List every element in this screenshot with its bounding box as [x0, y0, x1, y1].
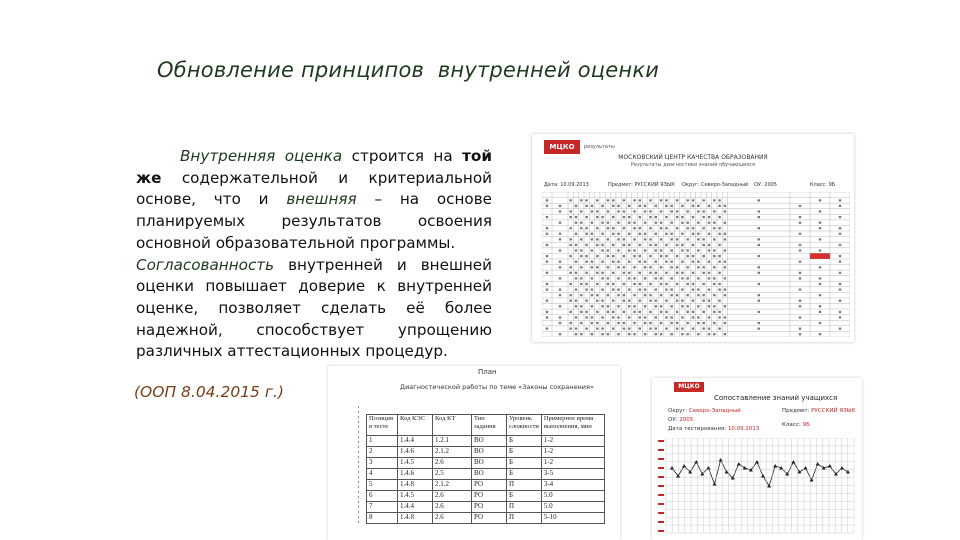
plan-table-cell: РО: [472, 480, 507, 491]
plan-table-cell: 6: [367, 491, 398, 502]
plan-table-cell: Б: [507, 491, 542, 502]
plan-table-cell: ВО: [472, 447, 507, 458]
plan-table-cell: 1-2: [541, 436, 604, 447]
plan-table-row: [367, 447, 605, 458]
consistency-term: Согласованность: [136, 255, 275, 274]
chart-subject: Предмет: РУССКИЙ ЯЗЫК: [782, 408, 856, 414]
chart-title: Сопоставление знаний учащихся: [714, 394, 838, 402]
plan-table-cell: ВО: [472, 458, 507, 469]
plan-table-row: [367, 513, 605, 524]
plan-table-row: [367, 458, 605, 469]
plan-col-header: Код КТ: [433, 415, 472, 436]
plan-table-cell: 2.5: [433, 469, 472, 480]
plan-table-cell: 1.4.4: [398, 436, 433, 447]
paragraph-line-8: оценке, позволяет сделать её более: [136, 298, 492, 317]
plan-table-cell: 1.4.6: [398, 447, 433, 458]
slide-title: Обновление принципов внутренней оценки: [157, 58, 660, 82]
plan-table-row: [367, 491, 605, 502]
plan-table-cell: РО: [472, 513, 507, 524]
plan-table-cell: 1-2: [541, 447, 604, 458]
plan-table-cell: 2.6: [433, 513, 472, 524]
plan-table-cell: Б: [507, 447, 542, 458]
internal-assessment-term: Внутренняя оценка: [180, 147, 343, 165]
plan-table-cell: 1: [367, 436, 398, 447]
external-assessment-term: внешняя: [286, 190, 357, 209]
plan-table-row: [367, 469, 605, 480]
paragraph-line-4: планируемых результатов освоения: [136, 212, 492, 231]
plan-table-cell: 5: [367, 480, 398, 491]
chart-class: Класс: 9Б: [782, 422, 810, 428]
paragraph-line-7: оценки повышает доверие к внутренней: [136, 277, 492, 296]
test-plan-image: [328, 366, 620, 540]
plan-table-cell: П: [507, 513, 542, 524]
plan-table-cell: 1.4.8: [398, 513, 433, 524]
chart-date: Дата тестирования: 10.09.2013: [668, 426, 760, 432]
plan-table-cell: 1-2: [541, 458, 604, 469]
paragraph-line-6: Согласованность внутренней и внешней: [136, 255, 492, 274]
slide-paragraph: [136, 146, 492, 363]
plan-col-header: Уровень сложности: [507, 415, 542, 436]
plan-table-cell: 4: [367, 469, 398, 480]
results-journal-image: [532, 134, 854, 342]
plan-table-cell: 1.4.8: [398, 480, 433, 491]
plan-table-cell: П: [507, 480, 542, 491]
plan-table-row: [367, 502, 605, 513]
journal-region: Округ: Северо-Западный: [682, 182, 749, 188]
chart-region: Округ: Северо-Западный: [668, 408, 741, 414]
plan-table-cell: Б: [507, 436, 542, 447]
citation: (ООП 8.04.2015 г.): [134, 383, 284, 401]
plan-table-cell: 2.6: [433, 458, 472, 469]
plan-table-cell: 1.4.5: [398, 491, 433, 502]
plan-table-cell: 2.1.2: [433, 447, 472, 458]
mcko-logo: МЦКО: [544, 140, 580, 154]
plan-table-cell: 2.1.2: [433, 480, 472, 491]
plan-table-cell: Б: [507, 458, 542, 469]
journal-subheader: Результаты диагностики знаний обучающихся: [630, 162, 756, 168]
plan-table: [366, 414, 605, 524]
logo-subtitle: результаты: [584, 144, 615, 150]
comparison-line-chart: [656, 438, 858, 538]
paragraph-line-10: различных аттестационных процедур.: [136, 342, 448, 361]
plan-subtitle: Диагностической работы по теме «Законы сохранения»: [400, 383, 594, 391]
plan-table-cell: 1.4.5: [398, 458, 433, 469]
plan-table-row: [367, 436, 605, 447]
plan-table-cell: 3: [367, 458, 398, 469]
plan-table-cell: 1.2.1: [433, 436, 472, 447]
plan-table-cell: 3-4: [541, 480, 604, 491]
journal-header: МОСКОВСКИЙ ЦЕНТР КАЧЕСТВА ОБРАЗОВАНИЯ: [618, 154, 768, 161]
plan-table-cell: 1.4.6: [398, 469, 433, 480]
paragraph-line-9: надежной, способствует упрощению: [136, 320, 492, 339]
plan-table-cell: 5.0: [541, 502, 604, 513]
plan-table-row: [367, 480, 605, 491]
paragraph-line-5: основной образовательной программы.: [136, 233, 456, 252]
paragraph-line-3: основе, что и внешняя – на основе: [136, 190, 492, 209]
plan-label: План: [478, 368, 497, 376]
plan-col-header: Код КЭС: [398, 415, 433, 436]
plan-table-cell: 2.6: [433, 502, 472, 513]
plan-table-cell: 7: [367, 502, 398, 513]
plan-table-cell: 8: [367, 513, 398, 524]
paragraph-line-2: же содержательной и критериальной: [136, 168, 492, 187]
plan-table-cell: 3-5: [541, 469, 604, 480]
plan-table-cell: ВО: [472, 469, 507, 480]
plan-table-cell: ВО: [472, 436, 507, 447]
plan-table-cell: 1.4.4: [398, 502, 433, 513]
chart-school: ОУ: 2005: [668, 417, 694, 423]
plan-table-cell: 5.0: [541, 491, 604, 502]
plan-table-cell: П: [507, 502, 542, 513]
comparison-chart-image: [652, 378, 862, 540]
paragraph-line-1: Внутренняя оценка строится на той: [180, 147, 492, 165]
plan-table-cell: 2: [367, 447, 398, 458]
plan-table-cell: Б: [507, 469, 542, 480]
plan-table-cell: 5-10: [541, 513, 604, 524]
journal-school: ОУ: 2005: [754, 182, 777, 188]
journal-grid: [542, 192, 850, 337]
plan-col-header: Позиция в тесте: [367, 415, 398, 436]
plan-table-cell: РО: [472, 491, 507, 502]
journal-subject: Предмет: РУССКИЙ ЯЗЫК: [608, 182, 675, 188]
journal-class: Класс: 9Б: [810, 182, 836, 188]
plan-table-header-row: [367, 415, 605, 436]
journal-date: Дата: 10.09.2013: [544, 182, 589, 188]
plan-col-header: Примерное время выполнения, мин: [541, 415, 604, 436]
mcko-logo-small: МЦКО: [674, 382, 704, 392]
plan-ruler: [358, 406, 359, 526]
plan-table-cell: РО: [472, 502, 507, 513]
plan-table-cell: 2.6: [433, 491, 472, 502]
plan-col-header: Тип задания: [472, 415, 507, 436]
